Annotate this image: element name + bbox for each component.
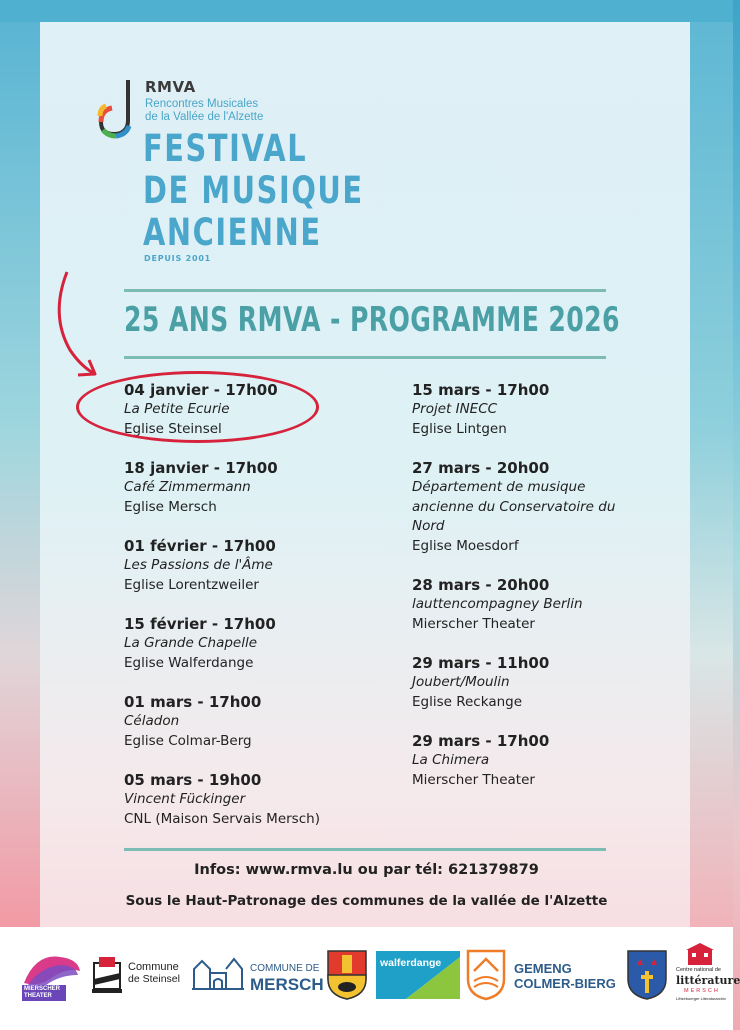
event-item: [124, 692, 394, 751]
event-date: 04 janvier - 17h00: [124, 381, 278, 399]
lintgen-crest-icon: [626, 949, 668, 1001]
event-venue: Mierscher Theater: [412, 615, 535, 632]
event-artist: Céladon: [124, 713, 180, 729]
mierscher-theater-logo: [20, 949, 84, 1001]
event-date: 18 janvier - 17h00: [124, 459, 278, 477]
festival-title-line3: ANCIENNE: [143, 211, 322, 254]
event-artist: Les Passions de l'Âme: [124, 557, 273, 573]
event-item: [412, 575, 622, 634]
walferdange-logo: [376, 951, 460, 999]
divider-middle: [124, 356, 606, 359]
mersch-text-2: MERSCH: [250, 975, 324, 994]
cnl-text-4: Lëtzebuerger Literaturarchiv: [676, 996, 727, 1001]
event-item: [124, 614, 394, 673]
festival-title-line2: DE MUSIQUE: [143, 169, 364, 212]
cnl-logo: [672, 943, 740, 1007]
programme-title: 25 ANS RMVA - PROGRAMME 2026: [124, 300, 620, 340]
event-venue: Eglise Lintgen: [412, 420, 507, 437]
arrow-icon: [45, 270, 105, 385]
logo-subtitle-line1: Rencontres Musicales: [145, 98, 259, 110]
event-date: 01 février - 17h00: [124, 537, 276, 555]
event-item: [124, 536, 394, 595]
logo-acronym: RMVA: [145, 78, 196, 96]
colmar-berg-text-1: GEMENG: [514, 961, 572, 976]
festival-since: DEPUIS 2001: [144, 254, 212, 263]
event-date: 27 mars - 20h00: [412, 459, 550, 477]
mierscher-theater-icon: [20, 949, 84, 989]
background-right: [690, 22, 733, 927]
cnl-house-icon: [686, 943, 714, 965]
top-band: [0, 0, 733, 22]
colmar-berg-logo: [466, 949, 616, 1003]
colmar-berg-text-2: COLMER-BIERG: [514, 976, 616, 991]
event-item: [412, 731, 622, 790]
rmva-logo-icon: [96, 78, 136, 140]
contact-info: Infos: www.rmva.lu ou par tél: 621379879: [194, 862, 539, 878]
event-venue: Eglise Colmar-Berg: [124, 732, 252, 749]
sponsor-footer: [0, 927, 740, 1030]
event-date: 15 mars - 17h00: [412, 381, 550, 399]
lorentzweiler-crest-icon: [326, 949, 368, 1001]
event-venue: CNL (Maison Servais Mersch): [124, 810, 320, 827]
event-item: [412, 380, 622, 439]
logo-subtitle-line2: de la Vallée de l'Alzette: [145, 111, 264, 123]
background-left: [0, 22, 40, 927]
event-artist: lauttencompagney Berlin: [412, 596, 583, 612]
steinsel-logo: [90, 953, 180, 999]
patronage-text: Sous le Haut-Patronage des communes de la vallée de l'Alzette: [125, 893, 608, 909]
event-date: 15 février - 17h00: [124, 615, 276, 633]
event-date: 05 mars - 19h00: [124, 771, 262, 789]
event-item: [412, 458, 622, 556]
highlight-circle: [76, 371, 319, 443]
event-artist: La Chimera: [412, 752, 490, 768]
mersch-logo: [190, 949, 324, 1003]
mersch-text-1: COMMUNE DE: [250, 963, 320, 974]
event-venue: Eglise Moesdorf: [412, 537, 519, 554]
event-artist: Joubert/Moulin: [412, 674, 510, 690]
event-artist: La Grande Chapelle: [124, 635, 258, 651]
steinsel-text-2: de Steinsel: [128, 973, 180, 985]
event-artist: Café Zimmermann: [124, 479, 251, 495]
cnl-text-2: littérature: [676, 974, 740, 987]
event-item: [124, 458, 394, 517]
event-artist: Département de musique ancienne du Conservatoire du Nord: [412, 479, 616, 534]
event-date: 29 mars - 11h00: [412, 654, 550, 672]
event-date: 01 mars - 17h00: [124, 693, 262, 711]
event-venue: Eglise Mersch: [124, 498, 217, 515]
event-venue: Eglise Lorentzweiler: [124, 576, 259, 593]
event-venue: Eglise Steinsel: [124, 420, 222, 437]
mersch-castle-icon: [190, 949, 246, 993]
event-item: [412, 653, 622, 712]
event-date: 29 mars - 17h00: [412, 732, 550, 750]
event-venue: Mierscher Theater: [412, 771, 535, 788]
walferdange-text: walferdange: [380, 957, 442, 969]
steinsel-icon: [90, 953, 124, 995]
cnl-text-1: Centre national de: [676, 967, 721, 973]
divider-top: [124, 289, 606, 292]
event-item: [124, 770, 394, 829]
steinsel-text-1: Commune: [128, 961, 179, 973]
colmar-berg-crest-icon: [466, 949, 506, 1001]
event-date: 28 mars - 20h00: [412, 576, 550, 594]
festival-title-line1: FESTIVAL: [143, 127, 308, 170]
cnl-text-3: MERSCH: [684, 988, 720, 994]
event-artist: Projet INECC: [412, 401, 498, 417]
event-artist: La Petite Ecurie: [124, 401, 230, 417]
mierscher-theater-text: MIERSCHER THEATER: [22, 985, 66, 1001]
event-venue: Eglise Walferdange: [124, 654, 254, 671]
event-venue: Eglise Reckange: [412, 693, 523, 710]
divider-bottom: [124, 848, 606, 851]
event-artist: Vincent Fückinger: [124, 791, 246, 807]
